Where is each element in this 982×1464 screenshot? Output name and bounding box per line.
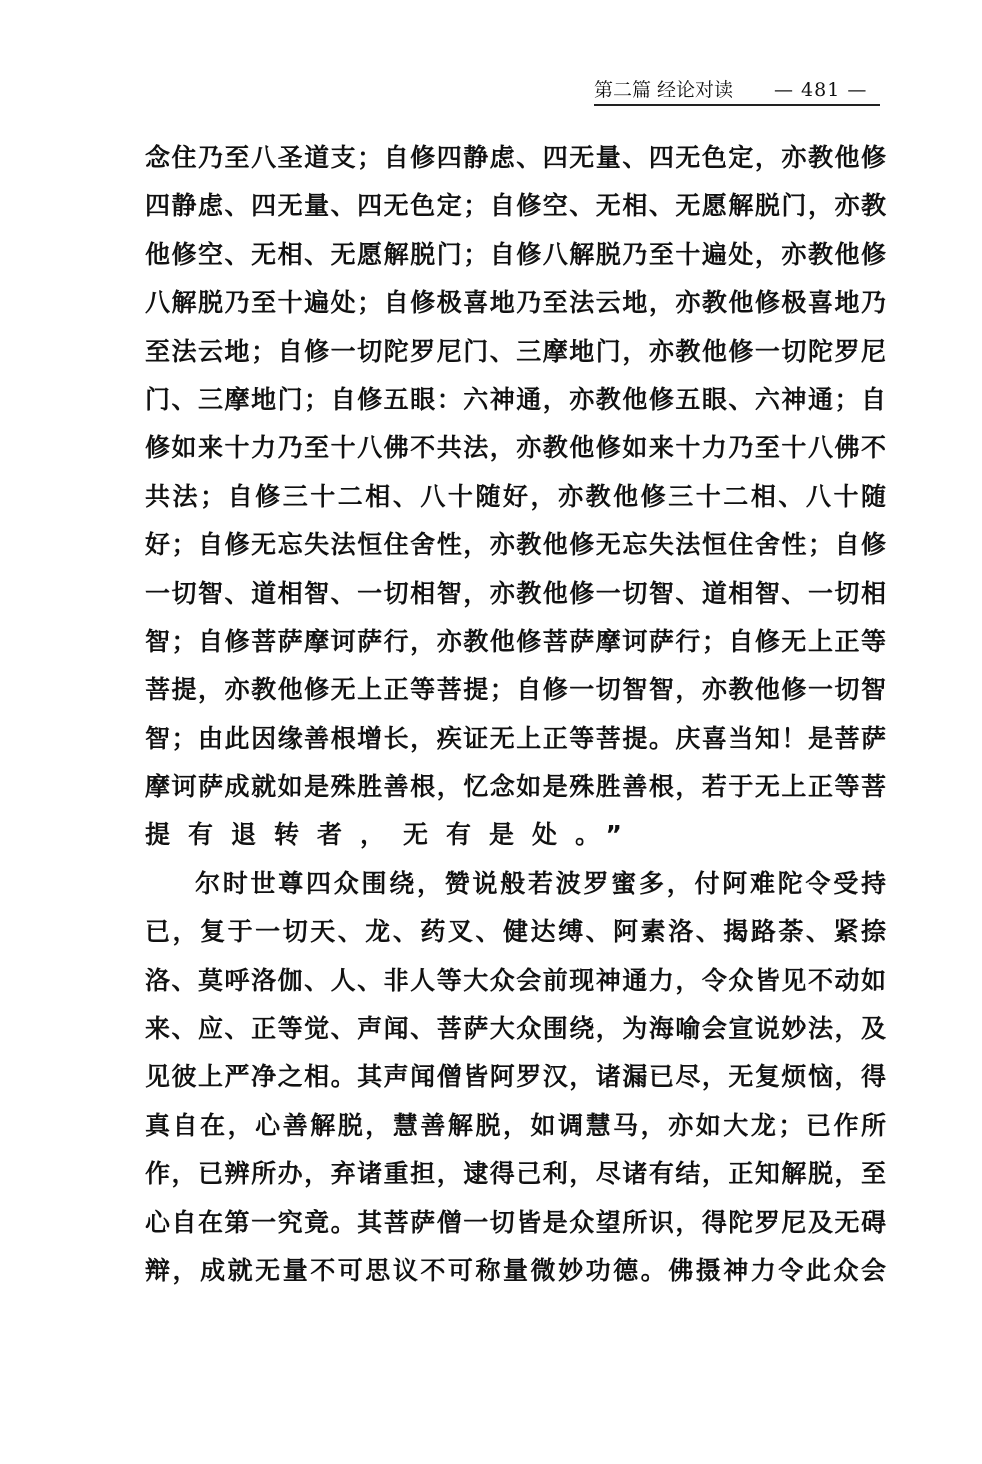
text-line: 他修空、无相、无愿解脱门；自修八解脱乃至十遍处，亦教他修	[145, 239, 886, 269]
text-line: 四静虑、四无量、四无色定；自修空、无相、无愿解脱门，亦教	[145, 191, 886, 221]
text-line: 真自在，心善解脱，慧善解脱，如调慧马，亦如大龙；已作所	[145, 1110, 886, 1140]
text-line: 好；自修无忘失法恒住舍性，亦教他修无忘失法恒住舍性；自修	[145, 530, 886, 560]
paragraph-start-line: 尔时世尊四众围绕，赞说般若波罗蜜多，付阿难陀令受持	[195, 868, 886, 898]
text-line: 一切智、道相智、一切相智，亦教他修一切智、道相智、一切相	[145, 578, 886, 608]
page-number: — 481 —	[774, 79, 868, 101]
text-line: 菩提，亦教他修无上正等菩提；自修一切智智，亦教他修一切智	[145, 675, 886, 705]
text-line: 摩诃萨成就如是殊胜善根，忆念如是殊胜善根，若于无上正等菩	[145, 772, 886, 802]
text-line: 作，已辨所办，弃诸重担，逮得己利，尽诸有结，正知解脱，至	[145, 1159, 886, 1189]
text-line: 至法云地；自修一切陀罗尼门、三摩地门，亦教他修一切陀罗尼	[145, 336, 886, 366]
text-line: 辩，成就无量不可思议不可称量微妙功德。佛摄神力令此众会	[145, 1255, 886, 1285]
text-line: 念住乃至八圣道支；自修四静虑、四无量、四无色定，亦教他修	[145, 143, 886, 172]
text-line: 门、三摩地门；自修五眼：六神通，亦教他修五眼、六神通；自	[145, 384, 886, 414]
paragraph-end-line: 提有退转者，无有是处。”	[145, 820, 640, 850]
text-line: 心自在第一究竟。其菩萨僧一切皆是众望所识，得陀罗尼及无碍	[145, 1207, 886, 1237]
text-line: 智；自修菩萨摩诃萨行，亦教他修菩萨摩诃萨行；自修无上正等	[145, 626, 886, 656]
body-text	[145, 138, 886, 1299]
text-line: 来、应、正等觉、声闻、菩萨大众围绕，为海喻会宣说妙法，及	[145, 1014, 886, 1044]
section-title: 第二篇 经论对读	[594, 79, 734, 101]
text-line: 八解脱乃至十遍处；自修极喜地乃至法云地，亦教他修极喜地乃	[145, 288, 886, 318]
running-header	[594, 78, 880, 106]
text-line: 洛、莫呼洛伽、人、非人等大众会前现神通力，令众皆见不动如	[145, 965, 886, 995]
text-line: 已，复于一切天、龙、药叉、健达缚、阿素洛、揭路荼、紧捺	[145, 917, 886, 947]
text-line: 智；由此因缘善根增长，疾证无上正等菩提。庆喜当知！是菩萨	[145, 723, 886, 753]
text-line: 修如来十力乃至十八佛不共法，亦教他修如来十力乃至十八佛不	[145, 433, 886, 463]
text-line: 共法；自修三十二相、八十随好，亦教他修三十二相、八十随	[145, 481, 886, 511]
text-line: 见彼上严净之相。其声闻僧皆阿罗汉，诸漏已尽，无复烦恼，得	[145, 1062, 886, 1092]
